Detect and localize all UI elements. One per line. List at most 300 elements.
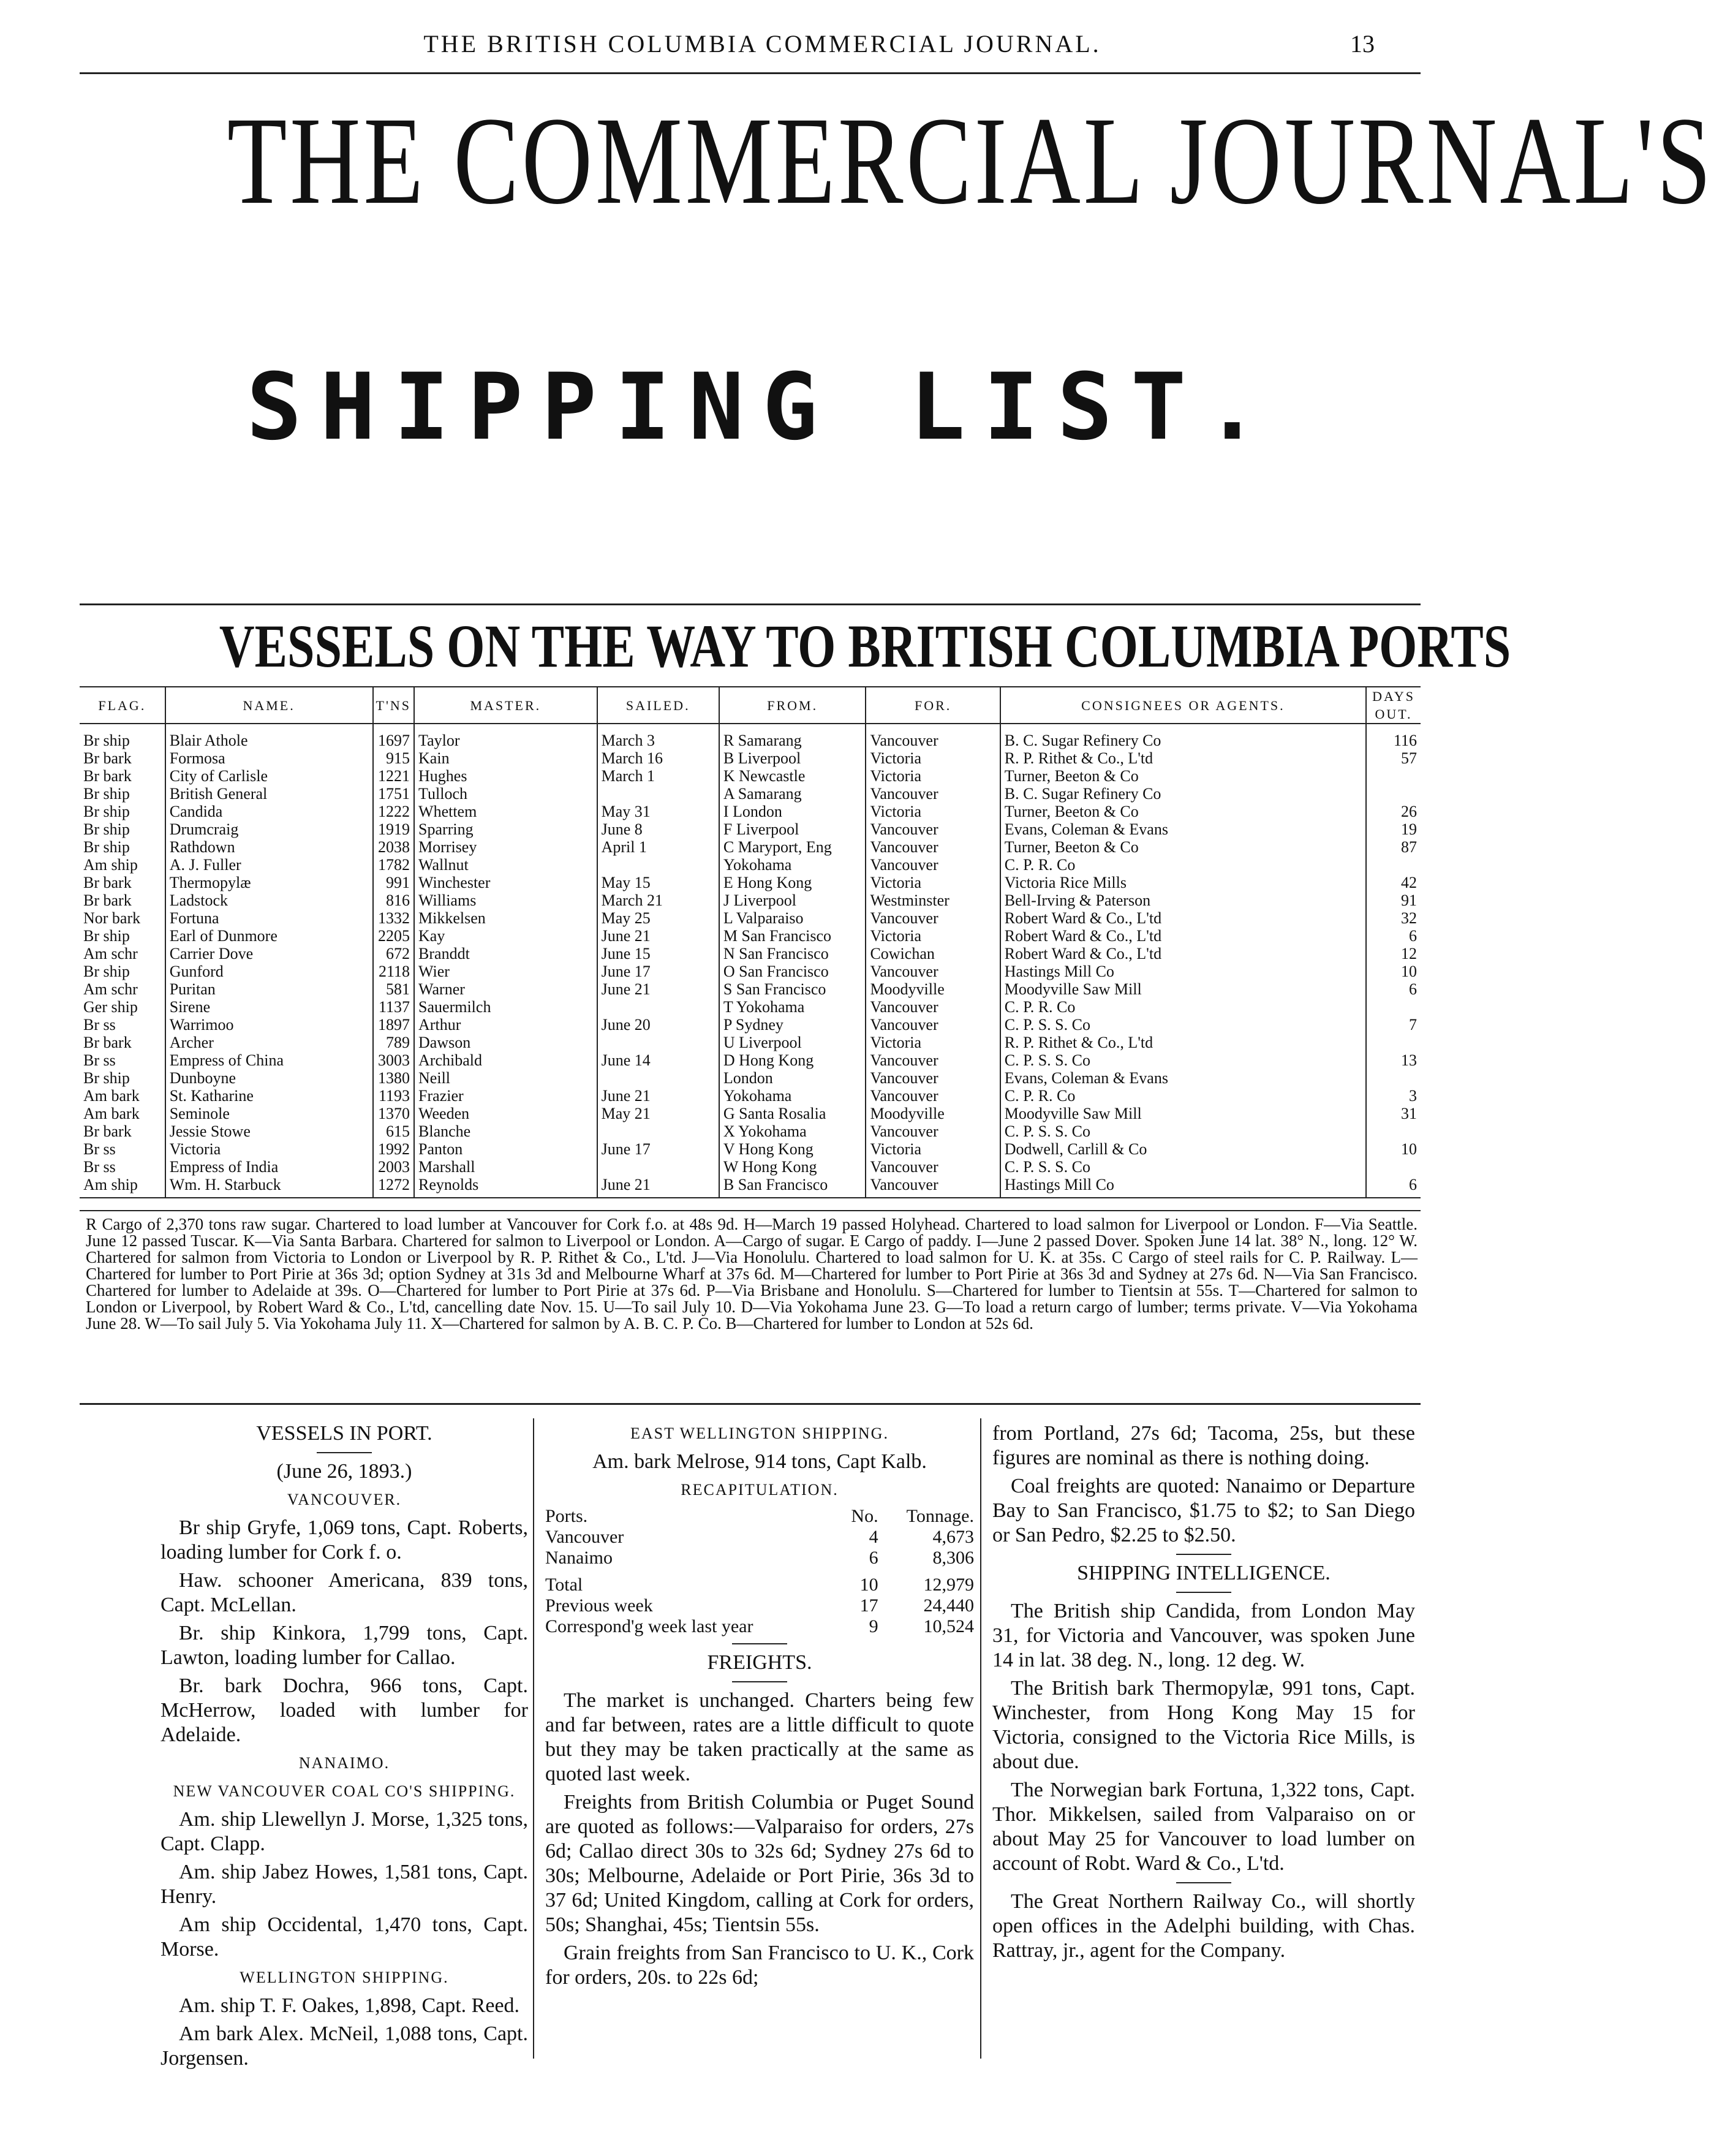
- cell-tons: 789: [373, 1034, 415, 1051]
- cell-name: Ladstock: [165, 891, 373, 909]
- table-header-row: [80, 687, 1421, 724]
- recap-table: [545, 1506, 974, 1637]
- cell-name: Blair Athole: [165, 724, 373, 749]
- cell-consignees: C. P. R. Co: [1000, 856, 1366, 874]
- recap-header-no: No.: [851, 1506, 878, 1526]
- cell-tons: 1332: [373, 909, 415, 927]
- cell-from: B San Francisco: [719, 1176, 866, 1198]
- table-row: [80, 927, 1421, 945]
- cell-consignees: C. P. S. S. Co: [1000, 1016, 1366, 1034]
- vessel-notes: R Cargo of 2,370 tons raw sugar. Chartered to load lumber at Vancouver for Cork f.o. at 48s 9d. H—March 19 passed Holyhead. Chartered to load salmon for Liverpool or London. F—Via Seattle. June 12 passed Tuscar. K—Via Santa Barbara. Chartered for salmon to Liverpool or London. A—Cargo of sugar. E Cargo of paddy. I—June 2 passed Dover. Spoken June 14 lat. 38° N., long. 12° W. Chartered for salmon from Victoria to London or Liverpool by R. P. Rithet & Co., L'td. J—Via Honolulu. Chartered to load salmon for U. K. at 35s. C Cargo of steel rails for C. P. Railway. L—Chartered for lumber to Port Pirie at 36s 3d; option Sydney at 31s 3d and Melbourne Wharf at 37s 6d. M—Chartered for lumber to Port Pirie at 36s 3d and Sydney at 27s 6d. N—Via San Francisco. Chartered for lumber to Adelaide at 39s. O—Chartered for lumber to Port Pirie at 37s 6d. P—Via Brisbane and Honolulu. S—Chartered for lumber to Tientsin at 55s. T—Chartered for salmon to London or Liverpool, by Robert Ward & Co., L'td, cancelling date Nov. 15. U—To sail July 10. D—Via Yokohama June 23. G—To load a return cargo of lumber; terms private. V—Via Yokohama June 28. W—To sail July 5. Via Yokohama July 11. X—Chartered for salmon by A. B. C. P. Co. B—Chartered for lumber to London at 52s 6d.: [86, 1215, 1418, 1333]
- cell-consignees: B. C. Sugar Refinery Co: [1000, 724, 1366, 749]
- cell-sailed: March 16: [597, 749, 719, 767]
- cell-sailed: June 21: [597, 927, 719, 945]
- cell-tons: 816: [373, 891, 415, 909]
- recap-tonnage: 10,524: [923, 1616, 974, 1636]
- cell-name: Thermopylæ: [165, 874, 373, 891]
- cell-tons: 581: [373, 980, 415, 998]
- cell-name: St. Katharine: [165, 1087, 373, 1105]
- intelligence-paragraph: The British bark Thermopylæ, 991 tons, Capt. Winchester, from Hong Kong May 15 for Victoria, consigned to the Victoria Rice Mills, is about due.: [992, 1677, 1415, 1773]
- cell-consignees: Evans, Coleman & Evans: [1000, 820, 1366, 838]
- cell-master: Whettem: [414, 803, 597, 820]
- cell-from: T Yokohama: [719, 998, 866, 1016]
- list-item: Am. ship T. F. Oakes, 1,898, Capt. Reed.: [179, 1994, 520, 2017]
- col-header-from: FROM.: [719, 687, 866, 724]
- col-header-days-out: DAYS OUT.: [1366, 687, 1421, 724]
- cell-flag: Am bark: [83, 1087, 140, 1105]
- table-row: [80, 980, 1421, 998]
- cell-master: Sauermilch: [414, 998, 597, 1016]
- cell-from: J Liverpool: [719, 891, 866, 909]
- table-row: [80, 1069, 1421, 1087]
- cell-for: Victoria: [866, 927, 1000, 945]
- cell-sailed: June 14: [597, 1051, 719, 1069]
- cell-from: F Liverpool: [719, 820, 866, 838]
- cell-master: Weeden: [414, 1105, 597, 1122]
- cell-sailed: May 25: [597, 909, 719, 927]
- freights-paragraph: Freights from British Columbia or Puget Sound are quoted as follows:—Valparaiso for orders, 27s 6d; Callao direct 30s to 32s 6d; Sydney 27s 6d to 30s; Melbourne, Adelaide or Port Pirie, 36s 3d to 37 6d; United Kingdom, calling at Cork for orders, 50s; Shanghai, 45s; Tientsin 55s.: [545, 1791, 974, 1936]
- cell-from: Yokohama: [719, 1087, 866, 1105]
- recap-tonnage: 12,979: [923, 1575, 974, 1595]
- cell-name: Warrimoo: [165, 1016, 373, 1034]
- cell-master: Mikkelsen: [414, 909, 597, 927]
- cell-for: Vancouver: [866, 724, 1000, 749]
- cell-master: Winchester: [414, 874, 597, 891]
- cell-name: Candida: [165, 803, 373, 820]
- cell-master: Kay: [414, 927, 597, 945]
- table-row: [80, 963, 1421, 980]
- cell-from: W Hong Kong: [719, 1158, 866, 1176]
- column-intelligence: [992, 1421, 1415, 1967]
- cell-master: Sparring: [414, 820, 597, 838]
- cell-for: Vancouver: [866, 1122, 1000, 1140]
- vancouver-heading: VANCOUVER.: [287, 1491, 402, 1508]
- cell-flag: Br ship: [83, 820, 130, 838]
- cell-name: Drumcraig: [165, 820, 373, 838]
- cell-from: B Liverpool: [719, 749, 866, 767]
- cell-days-out: 31: [1366, 1105, 1421, 1122]
- cell-master: Marshall: [414, 1158, 597, 1176]
- cell-sailed: June 8: [597, 820, 719, 838]
- page-number: 13: [1350, 30, 1375, 58]
- cell-flag: Am ship: [80, 1176, 165, 1198]
- cell-sailed: [597, 785, 719, 803]
- cell-tons: 915: [373, 749, 415, 767]
- cell-tons: 615: [373, 1122, 415, 1140]
- cell-for: Vancouver: [866, 785, 1000, 803]
- recap-port: Correspond'g week last year: [545, 1616, 753, 1636]
- cell-name: Fortuna: [165, 909, 373, 927]
- recap-row: [545, 1527, 974, 1548]
- cell-days-out: [1366, 856, 1421, 874]
- cell-sailed: June 15: [597, 945, 719, 963]
- vessels-in-port-heading: VESSELS IN PORT.: [256, 1422, 432, 1445]
- cell-master: Taylor: [414, 724, 597, 749]
- col-header-tons: T'NS: [373, 687, 415, 724]
- cell-for: Vancouver: [866, 838, 1000, 856]
- recap-count: 9: [869, 1616, 878, 1636]
- cell-for: Vancouver: [866, 1016, 1000, 1034]
- cell-sailed: March 21: [597, 891, 719, 909]
- cell-from: X Yokohama: [719, 1122, 866, 1140]
- recap-port: Previous week: [545, 1595, 653, 1616]
- cell-for: Vancouver: [866, 1176, 1000, 1198]
- cell-for: Victoria: [866, 874, 1000, 891]
- cell-for: Vancouver: [866, 1158, 1000, 1176]
- cell-master: Frazier: [414, 1087, 597, 1105]
- cell-sailed: [597, 998, 719, 1016]
- cell-flag: Br bark: [83, 767, 132, 785]
- cell-tons: 2118: [373, 963, 415, 980]
- cell-consignees: R. P. Rithet & Co., L'td: [1000, 1034, 1366, 1051]
- coal-freights-paragraph: Coal freights are quoted: Nanaimo or Departure Bay to San Francisco, $1.75 to $2; to San Diego or San Pedro, $2.25 to $2.50.: [992, 1475, 1415, 1546]
- cell-consignees: Hastings Mill Co: [1000, 1176, 1366, 1198]
- cell-days-out: 57: [1366, 749, 1421, 767]
- divider: [317, 1452, 372, 1453]
- table-row: [80, 874, 1421, 891]
- cell-days-out: [1366, 785, 1421, 803]
- recap-row: [545, 1595, 974, 1616]
- cell-days-out: 91: [1366, 891, 1421, 909]
- cell-for: Vancouver: [866, 820, 1000, 838]
- cell-tons: 2003: [373, 1158, 415, 1176]
- cell-consignees: Robert Ward & Co., L'td: [1000, 909, 1366, 927]
- cell-consignees: Dodwell, Carlill & Co: [1000, 1140, 1366, 1158]
- cell-sailed: April 1: [597, 838, 719, 856]
- cell-from: C Maryport, Eng: [719, 838, 866, 856]
- cell-sailed: May 21: [597, 1105, 719, 1122]
- cell-tons: 672: [373, 945, 415, 963]
- column-freights: [545, 1421, 974, 1994]
- cell-sailed: [597, 1122, 719, 1140]
- cell-for: Vancouver: [866, 998, 1000, 1016]
- cell-from: I London: [719, 803, 866, 820]
- cell-for: Cowichan: [866, 945, 1000, 963]
- cell-master: Blanche: [414, 1122, 597, 1140]
- cell-consignees: R. P. Rithet & Co., L'td: [1000, 749, 1366, 767]
- cell-tons: 1380: [373, 1069, 415, 1087]
- recap-count: 6: [869, 1548, 878, 1568]
- cell-flag: Br ship: [83, 1069, 130, 1087]
- cell-consignees: C. P. S. S. Co: [1000, 1158, 1366, 1176]
- cell-flag: Br bark: [83, 1034, 132, 1051]
- table-row: [80, 1140, 1421, 1158]
- cell-for: Victoria: [866, 767, 1000, 785]
- table-row: [80, 838, 1421, 856]
- cell-days-out: 6: [1366, 980, 1421, 998]
- cell-flag: Br ship: [83, 963, 130, 980]
- recap-port: Total: [545, 1575, 583, 1595]
- table-row: [80, 1051, 1421, 1069]
- cell-for: Vancouver: [866, 856, 1000, 874]
- recap-count: 10: [859, 1575, 878, 1595]
- cell-name: Gunford: [165, 963, 373, 980]
- freights-paragraph: The market is unchanged. Charters being few and far between, rates are a little difficult to quote but they may be taken practically at the same as quoted last week.: [545, 1689, 974, 1785]
- cell-sailed: March 1: [597, 767, 719, 785]
- cell-consignees: C. P. R. Co: [1000, 1087, 1366, 1105]
- cell-days-out: [1366, 1069, 1421, 1087]
- cell-name: Victoria: [165, 1140, 373, 1158]
- recap-row: [545, 1616, 974, 1637]
- list-item: Br. bark Dochra, 966 tons, Capt. McHerrow, loaded with lumber for Adelaide.: [160, 1674, 528, 1746]
- cell-tons: 1272: [373, 1176, 415, 1198]
- cell-name: Jessie Stowe: [165, 1122, 373, 1140]
- cell-from: M San Francisco: [719, 927, 866, 945]
- railway-notice: The Great Northern Railway Co., will shortly open offices in the Adelphi building, with Chas. Rattray, jr., agent for the Company.: [992, 1890, 1415, 1962]
- shipping-intelligence-heading: SHIPPING INTELLIGENCE.: [1077, 1562, 1331, 1584]
- recap-header-row: [545, 1506, 974, 1527]
- table-row: [80, 820, 1421, 838]
- recap-header-tonnage: Tonnage.: [906, 1506, 974, 1526]
- cell-name: Formosa: [165, 749, 373, 767]
- cell-flag: Br bark: [83, 1122, 132, 1140]
- cell-days-out: 19: [1366, 820, 1421, 838]
- cell-master: Tulloch: [414, 785, 597, 803]
- cell-tons: 991: [373, 874, 415, 891]
- masthead-title: THE COMMERCIAL JOURNAL'S: [227, 91, 1714, 230]
- nanaimo-heading: NANAIMO.: [298, 1754, 390, 1772]
- cell-tons: 1897: [373, 1016, 415, 1034]
- cell-tons: 2038: [373, 838, 415, 856]
- cell-for: Victoria: [866, 749, 1000, 767]
- cell-for: Vancouver: [866, 909, 1000, 927]
- cell-master: Reynolds: [414, 1176, 597, 1198]
- cell-from: London: [719, 1069, 866, 1087]
- cell-days-out: 32: [1366, 909, 1421, 927]
- table-row: [80, 785, 1421, 803]
- recap-port: Vancouver: [545, 1527, 624, 1547]
- cell-for: Victoria: [866, 1140, 1000, 1158]
- cell-for: Westminster: [866, 891, 1000, 909]
- cell-sailed: June 21: [597, 1087, 719, 1105]
- cell-consignees: Turner, Beeton & Co: [1000, 838, 1366, 856]
- list-item: Haw. schooner Americana, 839 tons, Capt. McLellan.: [160, 1569, 528, 1616]
- recap-tonnage: 8,306: [932, 1548, 974, 1568]
- nvcc-heading: NEW VANCOUVER COAL CO'S SHIPPING.: [173, 1782, 516, 1800]
- cell-flag: Br ship: [83, 838, 130, 856]
- cell-from: K Newcastle: [719, 767, 866, 785]
- cell-name: Sirene: [165, 998, 373, 1016]
- cell-from: N San Francisco: [719, 945, 866, 963]
- table-row: [80, 856, 1421, 874]
- notes-rule: [80, 1210, 1421, 1211]
- cell-name: Earl of Dunmore: [165, 927, 373, 945]
- freights-continued: from Portland, 27s 6d; Tacoma, 25s, but these figures are nominal as there is nothing doing.: [992, 1422, 1415, 1469]
- running-head: THE BRITISH COLUMBIA COMMERCIAL JOURNAL.: [423, 30, 1101, 58]
- table-row: [80, 749, 1421, 767]
- table-row: [80, 724, 1421, 749]
- cell-from: P Sydney: [719, 1016, 866, 1034]
- cell-name: Puritan: [165, 980, 373, 998]
- cell-from: E Hong Kong: [719, 874, 866, 891]
- cell-days-out: 12: [1366, 945, 1421, 963]
- cell-master: Wallnut: [414, 856, 597, 874]
- cell-consignees: Evans, Coleman & Evans: [1000, 1069, 1366, 1087]
- intelligence-paragraph: The British ship Candida, from London May 31, for Victoria and Vancouver, was spoken June 14 in lat. 38 deg. N., long. 12 deg. W.: [992, 1600, 1415, 1671]
- cell-tons: 2205: [373, 927, 415, 945]
- cell-sailed: June 17: [597, 963, 719, 980]
- cell-flag: Br bark: [83, 891, 132, 909]
- cell-flag: Am ship: [83, 856, 138, 874]
- cell-flag: Br ship: [83, 732, 130, 749]
- cell-master: Dawson: [414, 1034, 597, 1051]
- divider: [732, 1681, 787, 1682]
- list-item: Br. ship Kinkora, 1,799 tons, Capt. Lawton, loading lumber for Callao.: [160, 1622, 528, 1669]
- cell-flag: Br ss: [83, 1158, 116, 1176]
- section-rule: [80, 603, 1421, 605]
- cell-sailed: March 3: [597, 724, 719, 749]
- cell-name: Seminole: [165, 1105, 373, 1122]
- cell-days-out: [1366, 767, 1421, 785]
- cell-consignees: Moodyville Saw Mill: [1000, 1105, 1366, 1122]
- cell-consignees: Robert Ward & Co., L'td: [1000, 945, 1366, 963]
- cell-for: Victoria: [866, 803, 1000, 820]
- cell-flag: Br ship: [83, 803, 130, 820]
- cell-sailed: June 20: [597, 1016, 719, 1034]
- cell-days-out: 10: [1366, 963, 1421, 980]
- col-header-master: MASTER.: [414, 687, 597, 724]
- cell-sailed: June 17: [597, 1140, 719, 1158]
- cell-days-out: [1366, 1034, 1421, 1051]
- cell-sailed: June 21: [597, 1176, 719, 1198]
- cell-master: Branddt: [414, 945, 597, 963]
- table-row: [80, 1122, 1421, 1140]
- freights-heading: FREIGHTS.: [707, 1651, 812, 1674]
- cell-from: Yokohama: [719, 856, 866, 874]
- cell-days-out: 10: [1366, 1140, 1421, 1158]
- cell-sailed: May 31: [597, 803, 719, 820]
- cell-tons: 1193: [373, 1087, 415, 1105]
- cell-from: L Valparaiso: [719, 909, 866, 927]
- cell-name: Dunboyne: [165, 1069, 373, 1087]
- col-header-flag: FLAG.: [80, 687, 165, 724]
- cell-days-out: 13: [1366, 1051, 1421, 1069]
- cell-tons: 1137: [373, 998, 415, 1016]
- recap-tonnage: 24,440: [923, 1595, 974, 1616]
- cell-master: Archibald: [414, 1051, 597, 1069]
- table-row: [80, 803, 1421, 820]
- cell-days-out: [1366, 1122, 1421, 1140]
- cell-flag: Br ss: [83, 1140, 116, 1158]
- cell-for: Vancouver: [866, 1087, 1000, 1105]
- cell-sailed: June 21: [597, 980, 719, 998]
- cell-consignees: Hastings Mill Co: [1000, 963, 1366, 980]
- cell-tons: 1782: [373, 856, 415, 874]
- table-row: [80, 767, 1421, 785]
- col-header-for: FOR.: [866, 687, 1000, 724]
- cell-master: Neill: [414, 1069, 597, 1087]
- head-rule: [80, 72, 1421, 74]
- cell-from: V Hong Kong: [719, 1140, 866, 1158]
- col-header-name: NAME.: [165, 687, 373, 724]
- cell-flag: Br ss: [83, 1051, 116, 1069]
- cell-from: S San Francisco: [719, 980, 866, 998]
- cell-name: Empress of India: [165, 1158, 373, 1176]
- cell-days-out: 116: [1366, 724, 1421, 749]
- cell-days-out: 6: [1366, 927, 1421, 945]
- vessels-section-title: VESSELS ON THE WAY TO BRITISH COLUMBIA PORTS: [219, 612, 1511, 680]
- table-row: [80, 1016, 1421, 1034]
- cell-tons: 1370: [373, 1105, 415, 1122]
- cell-from: O San Francisco: [719, 963, 866, 980]
- cell-sailed: [597, 1034, 719, 1051]
- cell-sailed: May 15: [597, 874, 719, 891]
- wellington-heading: WELLINGTON SHIPPING.: [240, 1969, 449, 1986]
- cell-days-out: [1366, 1158, 1421, 1176]
- freights-paragraph: Grain freights from San Francisco to U. K., Cork for orders, 20s. to 22s 6d;: [545, 1942, 974, 1989]
- table-row: [80, 891, 1421, 909]
- cell-days-out: [1366, 998, 1421, 1016]
- cell-flag: Am bark: [83, 1105, 140, 1122]
- cell-flag: Br bark: [83, 874, 132, 891]
- table-row: [80, 909, 1421, 927]
- table-row: [80, 1087, 1421, 1105]
- cell-master: Morrisey: [414, 838, 597, 856]
- table-row: [80, 945, 1421, 963]
- cell-for: Vancouver: [866, 963, 1000, 980]
- cell-master: Panton: [414, 1140, 597, 1158]
- cell-sailed: [597, 856, 719, 874]
- recap-row: [545, 1548, 974, 1568]
- cell-from: U Liverpool: [719, 1034, 866, 1051]
- cell-for: Moodyville: [866, 1105, 1000, 1122]
- cell-name: Wm. H. Starbuck: [165, 1176, 373, 1198]
- cell-from: D Hong Kong: [719, 1051, 866, 1069]
- col-header-consignees: CONSIGNEES OR AGENTS.: [1000, 687, 1366, 724]
- east-wellington-item: Am. bark Melrose, 914 tons, Capt Kalb.: [592, 1450, 927, 1473]
- list-item: Am bark Alex. McNeil, 1,088 tons, Capt. Jorgensen.: [160, 2022, 528, 2070]
- recap-tonnage: 4,673: [932, 1527, 974, 1547]
- cell-name: Rathdown: [165, 838, 373, 856]
- cell-tons: 1992: [373, 1140, 415, 1158]
- shipping-list-title: SHIPPING LIST.: [246, 354, 1278, 461]
- cell-from: R Samarang: [719, 724, 866, 749]
- vessels-table: [80, 686, 1421, 1198]
- cell-name: Empress of China: [165, 1051, 373, 1069]
- cell-tons: 1697: [373, 724, 415, 749]
- cell-name: Carrier Dove: [165, 945, 373, 963]
- cell-master: Arthur: [414, 1016, 597, 1034]
- column-divider: [980, 1418, 981, 2059]
- cell-flag: Am schr: [83, 945, 138, 963]
- cell-days-out: 7: [1366, 1016, 1421, 1034]
- recap-header-ports: Ports.: [545, 1506, 588, 1526]
- recap-row: [545, 1568, 974, 1595]
- cell-days-out: 6: [1366, 1176, 1421, 1198]
- east-wellington-heading: EAST WELLINGTON SHIPPING.: [630, 1424, 889, 1442]
- table-row: [80, 1034, 1421, 1051]
- column-divider: [533, 1418, 534, 2059]
- cell-flag: Nor bark: [83, 909, 141, 927]
- list-item: Am. ship Llewellyn J. Morse, 1,325 tons, Capt. Clapp.: [160, 1808, 528, 1855]
- cell-tons: 1221: [373, 767, 415, 785]
- cell-for: Vancouver: [866, 1051, 1000, 1069]
- cell-name: City of Carlisle: [165, 767, 373, 785]
- table-row: [80, 1105, 1421, 1122]
- recap-count: 4: [869, 1527, 878, 1547]
- divider: [732, 1643, 787, 1644]
- cell-for: Victoria: [866, 1034, 1000, 1051]
- cell-days-out: 3: [1366, 1087, 1421, 1105]
- cell-master: Warner: [414, 980, 597, 998]
- table-row: [80, 998, 1421, 1016]
- cell-consignees: C. P. S. S. Co: [1000, 1122, 1366, 1140]
- cell-consignees: C. P. R. Co: [1000, 998, 1366, 1016]
- cell-master: Kain: [414, 749, 597, 767]
- cell-flag: Am schr: [83, 980, 138, 998]
- cell-tons: 1919: [373, 820, 415, 838]
- col-header-sailed: SAILED.: [597, 687, 719, 724]
